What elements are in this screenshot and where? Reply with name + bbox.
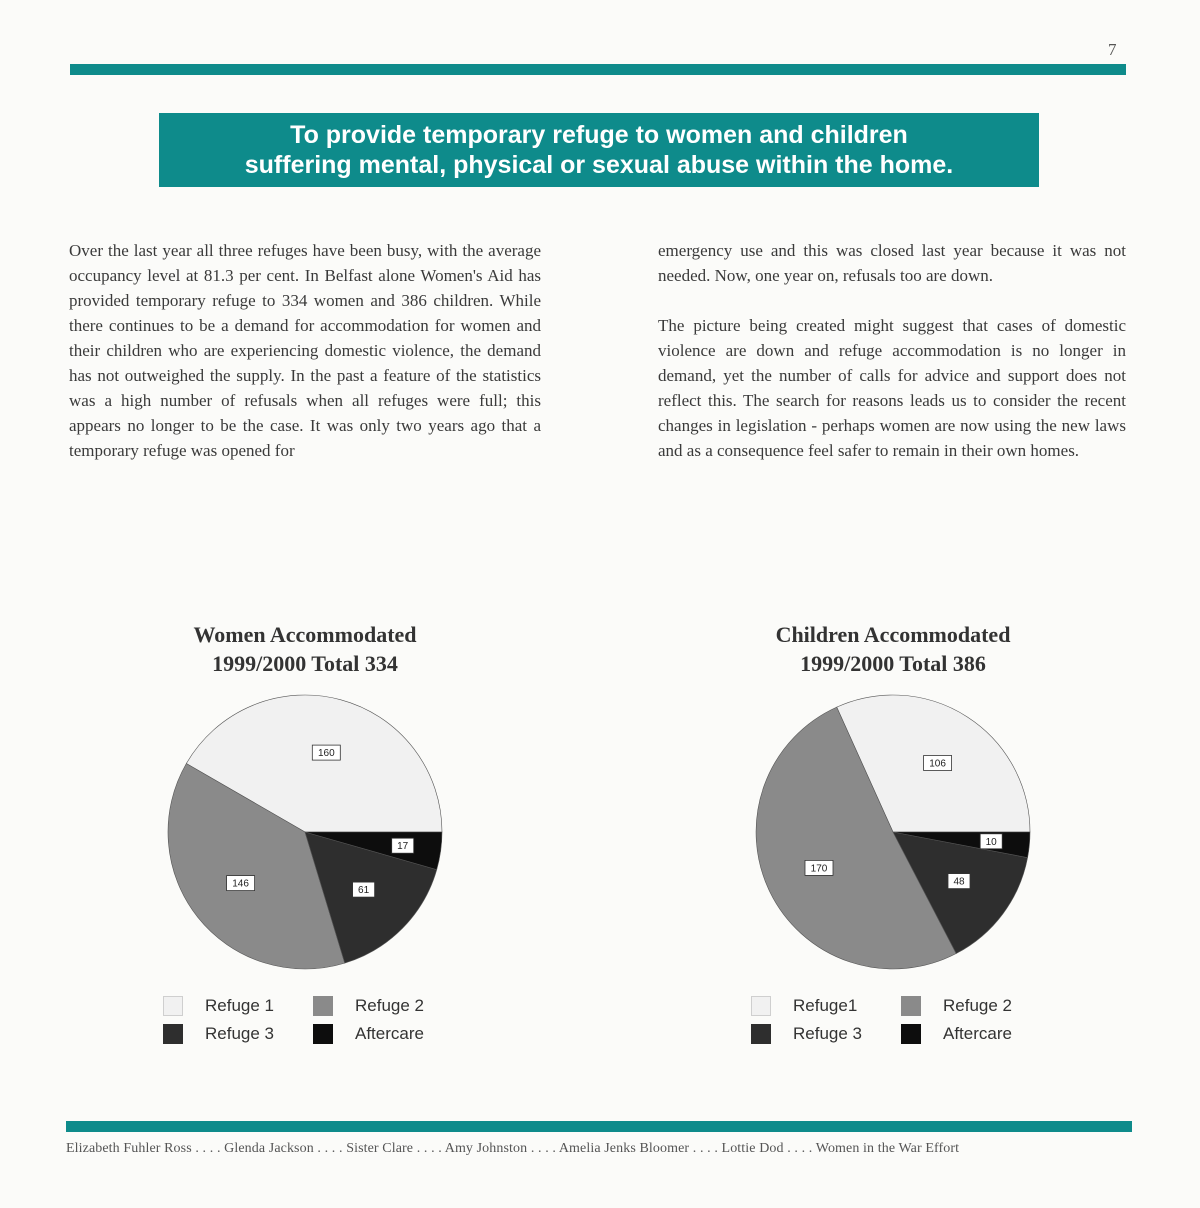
pie-data-label-text: 10 bbox=[985, 836, 997, 848]
legend-label: Refuge 3 bbox=[205, 1024, 274, 1043]
top-divider-bar bbox=[70, 64, 1126, 75]
legend-label: Refuge 2 bbox=[943, 996, 1012, 1015]
pie-data-label-text: 17 bbox=[397, 841, 409, 853]
legend-item-refuge-1 bbox=[751, 996, 857, 1016]
body-column-right bbox=[658, 238, 1126, 488]
legend-label: Aftercare bbox=[355, 1024, 424, 1043]
pie-data-label bbox=[392, 838, 414, 853]
pie-data-label-text: 61 bbox=[358, 885, 370, 897]
legend-swatch bbox=[751, 1024, 771, 1044]
pie-data-label-text: 160 bbox=[317, 748, 335, 760]
legend-item-refuge-3 bbox=[751, 1024, 862, 1044]
banner-line-2: suffering mental, physical or sexual abuse within the home. bbox=[244, 151, 954, 179]
pie-data-label bbox=[805, 860, 833, 875]
women-pie bbox=[150, 686, 460, 986]
legend-item-refuge-2 bbox=[313, 996, 424, 1016]
legend-label: Aftercare bbox=[943, 1024, 1012, 1043]
chart-title: Children Accommodated bbox=[775, 622, 1011, 647]
women-accommodated-chart bbox=[150, 620, 460, 1060]
legend-label: Refuge 1 bbox=[205, 996, 274, 1015]
pie-data-label-text: 106 bbox=[929, 758, 946, 770]
pie-data-label bbox=[980, 834, 1002, 849]
legend-item-aftercare bbox=[313, 1024, 424, 1044]
women-legend bbox=[163, 996, 463, 1056]
legend-item-refuge-1 bbox=[163, 996, 274, 1016]
legend-swatch bbox=[901, 996, 921, 1016]
footer-names: Elizabeth Fuhler Ross . . . . Glenda Jackson . . . . Sister Clare . . . . Amy Johnston . . . . Amelia Jenks Bloomer . . . . Lottie Dod . . . . Women in the War Effort bbox=[66, 1141, 960, 1156]
legend-item-refuge-3 bbox=[163, 1024, 274, 1044]
pie-data-label bbox=[948, 874, 970, 889]
pie-data-label bbox=[353, 882, 375, 897]
pie-data-label bbox=[312, 745, 340, 760]
body-paragraph: emergency use and this was closed last year because it was not needed. Now, one year on, refusals too are down. bbox=[658, 241, 1126, 285]
legend-swatch bbox=[313, 996, 333, 1016]
legend-swatch bbox=[163, 996, 183, 1016]
legend-label: Refuge 3 bbox=[793, 1024, 862, 1043]
legend-swatch bbox=[751, 996, 771, 1016]
legend-swatch bbox=[901, 1024, 921, 1044]
children-legend bbox=[751, 996, 1051, 1056]
banner-line-1: To provide temporary refuge to women and children bbox=[290, 121, 908, 149]
body-paragraph: Over the last year all three refuges have been busy, with the average occupancy level at 81.3 per cent. In Belfast alone Women's Aid has provided temporary refuge to 334 women and 386 children. While there continues to be a demand for accommodation for women and their children who are experiencing domestic violence, the demand has not outweighed the supply. In the past a feature of the statistics was a high number of refusals when all refuges were full; this appears no longer to be the case. It was only two years ago that a temporary refuge was opened for bbox=[69, 241, 541, 460]
body-column-left bbox=[69, 238, 541, 488]
legend-label: Refuge 2 bbox=[355, 996, 424, 1015]
children-pie bbox=[738, 686, 1048, 986]
pie-data-label-text: 170 bbox=[810, 863, 828, 875]
legend-swatch bbox=[313, 1024, 333, 1044]
children-accommodated-chart bbox=[738, 620, 1048, 1060]
pie-data-label-text: 48 bbox=[953, 876, 965, 888]
legend-item-refuge-2 bbox=[901, 996, 1012, 1016]
legend-swatch bbox=[163, 1024, 183, 1044]
pie-data-label bbox=[924, 756, 952, 771]
legend-label: Refuge1 bbox=[793, 996, 858, 1015]
pie-data-label-text: 146 bbox=[232, 878, 249, 890]
bottom-divider-bar bbox=[66, 1121, 1132, 1132]
page-number: 7 bbox=[1108, 40, 1117, 59]
pie-data-label bbox=[227, 876, 255, 891]
legend-item-aftercare bbox=[901, 1024, 1012, 1044]
chart-subtitle: 1999/2000 Total 386 bbox=[800, 651, 986, 676]
chart-title: Women Accommodated bbox=[193, 622, 417, 647]
body-paragraph: The picture being created might suggest that cases of domestic violence are down and refuge accommodation is no longer in demand, yet the number of calls for advice and support does not reflect this. The search for reasons leads us to consider the recent changes in legislation - perhaps women are now using the new laws and as a consequence feel safer to remain in their own homes. bbox=[658, 316, 1126, 460]
chart-subtitle: 1999/2000 Total 334 bbox=[212, 651, 398, 676]
mission-banner bbox=[159, 113, 1039, 187]
